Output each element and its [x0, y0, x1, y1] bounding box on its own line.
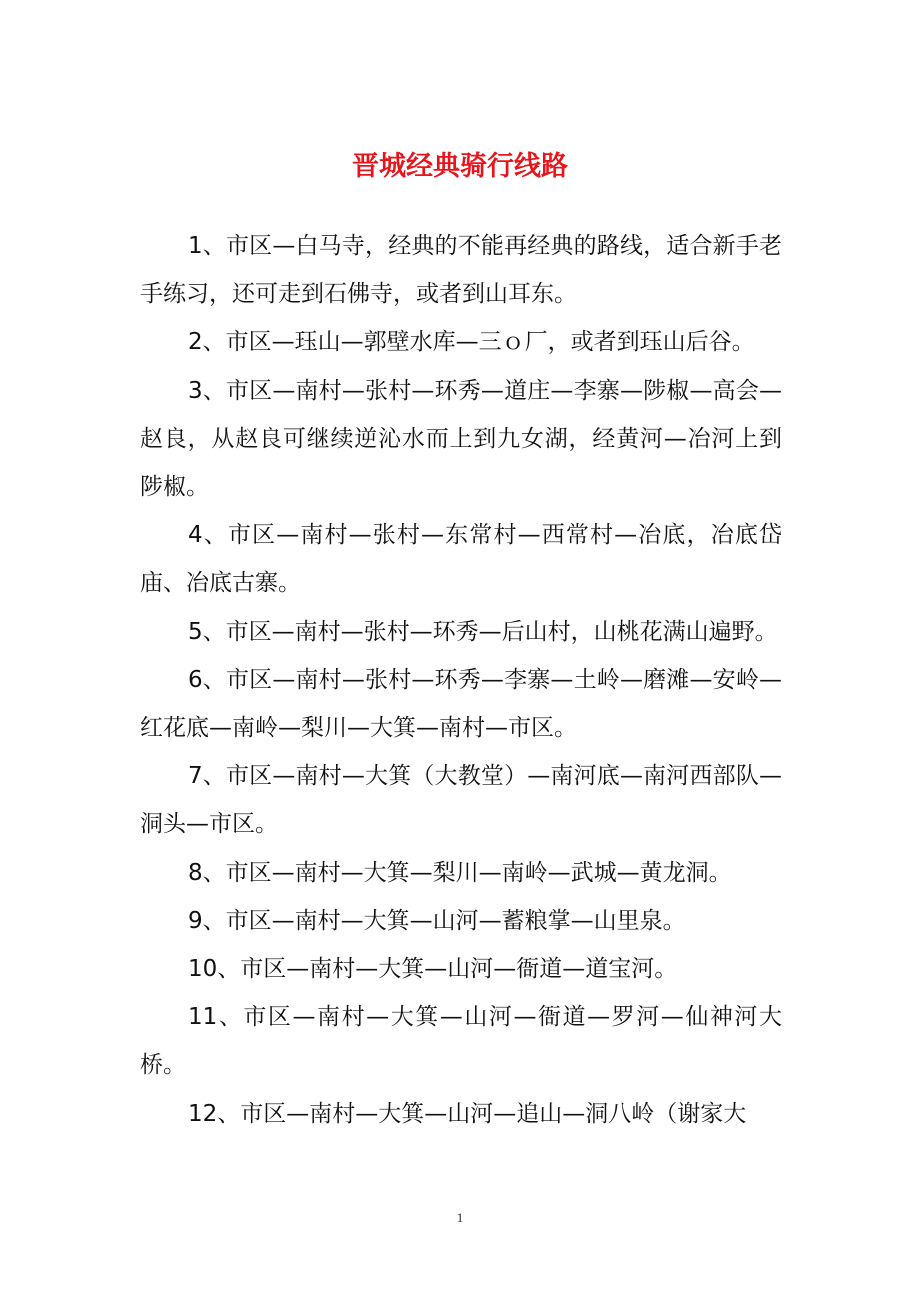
route-paragraph-6: 6、市区—南村—张村—环秀—李寨—土岭—磨滩—安岭—红花底—南岭—梨川—大箕—南村—市区。	[140, 666, 782, 742]
document-title: 晋城经典骑行线路	[352, 151, 568, 182]
route-paragraph-5: 5、市区—南村—张村—环秀—后山村，山桃花满山遍野。	[188, 618, 778, 645]
route-paragraph-10: 10、市区—南村—大箕—山河—衙道—道宝河。	[188, 956, 678, 983]
route-paragraph-4: 4、市区—南村—张村—东常村—西常村—冶底，冶底岱庙、冶底古寨。	[140, 522, 782, 597]
route-paragraph-11: 11、市区—南村—大箕—山河—衙道—罗河—仙神河大桥。	[140, 1004, 782, 1079]
document-body	[140, 222, 782, 1138]
route-paragraph-7: 7、市区—南村—大箕（大教堂）—南河底—南河西部队—洞头—市区。	[140, 763, 782, 838]
route-paragraph-9: 9、市区—南村—大箕—山河—蓄粮掌—山里泉。	[188, 907, 686, 934]
route-paragraph-2: 2、市区—珏山—郭壁水库—三ｏ厂，或者到珏山后谷。	[188, 329, 755, 356]
route-paragraph-3: 3、市区—南村—张村—环秀—道庄—李寨—陟椒—高会—赵良，从赵良可继续逆沁水而上到九女湖，经黄河—冶河上到陟椒。	[140, 377, 782, 501]
route-paragraph-8: 8、市区—南村—大箕—梨川—南岭—武城—黄龙洞。	[188, 859, 732, 886]
route-paragraph-1: 1、市区—白马寺，经典的不能再经典的路线，适合新手老手练习，还可走到石佛寺，或者到山耳东。	[140, 233, 782, 308]
page-number: 1	[456, 1210, 464, 1225]
route-paragraph-12: 12、市区—南村—大箕—山河—追山—洞八岭（谢家大	[188, 1100, 747, 1127]
